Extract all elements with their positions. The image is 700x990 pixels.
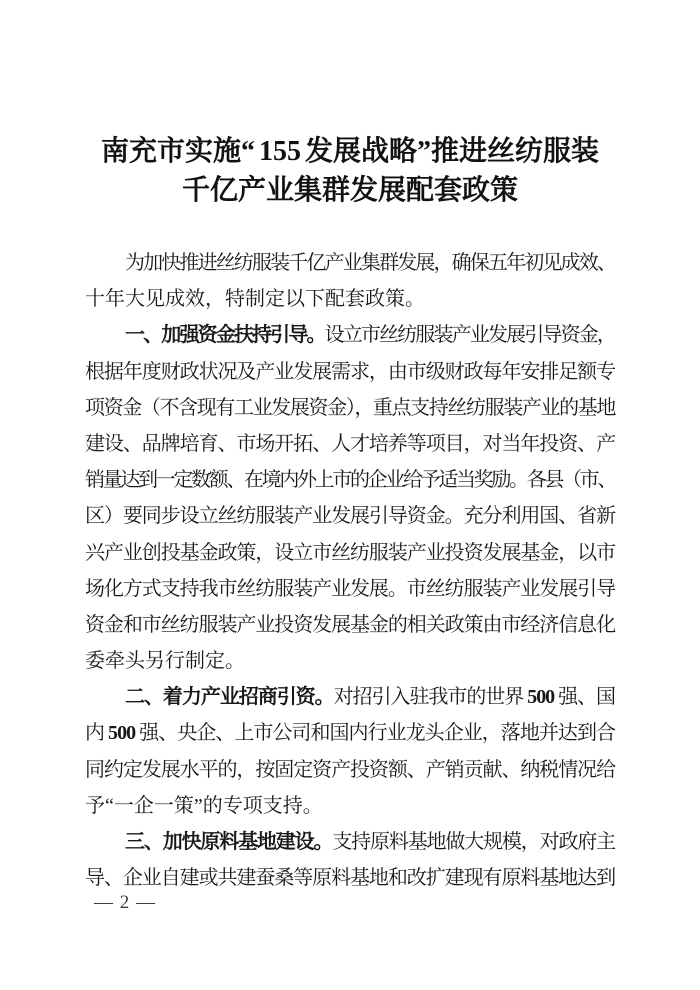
body-line-content xyxy=(85,715,615,751)
body-line xyxy=(85,679,615,715)
body-line-content xyxy=(85,535,615,571)
title-text: 南充市实施“ xyxy=(100,136,255,167)
body-text: 场化方式支持我市丝纺服装产业发展。市丝纺服装产业发展引导 xyxy=(85,577,616,600)
body-text: 建设、品牌培育、市场开拓、人才培养等项目，对当年投资、产 xyxy=(85,432,616,455)
body-text: 委牵头另行制定。 xyxy=(85,650,245,673)
body-line xyxy=(85,426,615,462)
body-line xyxy=(85,317,615,353)
body-line-content xyxy=(85,498,615,534)
body-heading: 一、加强资金扶持引导。 xyxy=(125,324,325,347)
body-line-content xyxy=(125,679,615,715)
body-line-content xyxy=(85,354,615,390)
body-text: 强、国 xyxy=(558,686,616,709)
body-line-content xyxy=(85,390,615,426)
document-title xyxy=(0,132,700,210)
body-text: 根据年度财政状况及产业发展需求，由市级财政每年安排足额专 xyxy=(85,360,616,383)
body-line xyxy=(85,860,615,896)
body-line xyxy=(85,643,615,679)
body-text: 区）要同步设立丝纺服装产业发展引导资金。充分利用国、省新 xyxy=(85,505,616,528)
body-line xyxy=(85,715,615,751)
body-line xyxy=(85,281,615,317)
body-line-content xyxy=(125,245,615,281)
body-line xyxy=(85,824,615,860)
title-line xyxy=(0,132,700,171)
body-text: 设立市丝纺服装产业发展引导资金， xyxy=(324,324,616,347)
body-line xyxy=(85,498,615,534)
body-text: 资金和市丝纺服装产业投资发展基金的相关政策由市经济信息化 xyxy=(85,613,616,636)
body-heading: 二、着力产业招商引资。 xyxy=(125,686,334,709)
body-number: 500 xyxy=(108,722,136,745)
document-body xyxy=(85,245,615,896)
body-text: 兴产业创投基金政策，设立市丝纺服装产业投资发展基金，以市 xyxy=(85,541,616,564)
body-text: 对招引入驻我市的世界 xyxy=(333,686,524,709)
body-line xyxy=(85,752,615,788)
body-line xyxy=(85,535,615,571)
body-text: 内 xyxy=(85,722,105,745)
body-line xyxy=(85,571,615,607)
body-text: 导、企业自建或共建蚕桑等原料基地和改扩建现有原料基地达到 xyxy=(85,867,616,890)
body-line-content xyxy=(85,788,323,824)
title-text: 发展战略”推进丝纺服装 xyxy=(305,136,600,167)
body-text: 十年大见成效，特制定以下配套政策。 xyxy=(85,288,425,311)
body-line-content xyxy=(125,824,615,860)
title-number: 155 xyxy=(259,136,301,167)
body-line-content xyxy=(85,462,615,498)
body-text: 项资金（不含现有工业发展资金），重点支持丝纺服装产业的基地 xyxy=(85,396,616,419)
body-line-content xyxy=(85,281,425,317)
body-line xyxy=(85,788,615,824)
body-line-content xyxy=(85,643,245,679)
body-line-content xyxy=(85,607,615,643)
body-text: 同约定发展水平的，按固定资产投资额、产销贡献、纳税情况给 xyxy=(85,758,616,781)
body-line-content xyxy=(85,860,615,896)
body-line-content xyxy=(85,426,615,462)
page-number: — 2 — xyxy=(94,892,156,913)
body-line xyxy=(85,462,615,498)
body-line-content xyxy=(85,752,615,788)
body-line xyxy=(85,607,615,643)
body-heading: 三、加快原料基地建设。 xyxy=(125,831,333,853)
title-text: 千亿产业集群发展配套政策 xyxy=(181,175,518,206)
body-text: 销量达到一定数额、在境内外上市的企业给予适当奖励。各县（市、 xyxy=(85,469,616,492)
body-line xyxy=(85,245,615,281)
body-line-content xyxy=(85,571,615,607)
body-line-content xyxy=(125,317,615,353)
body-line xyxy=(85,390,615,426)
body-text: 强、央企、上市公司和国内行业龙头企业，落地并达到合 xyxy=(139,722,616,745)
body-number: 500 xyxy=(527,686,555,709)
body-line xyxy=(85,354,615,390)
title-line xyxy=(0,171,700,210)
body-text: 为加快推进丝纺服装千亿产业集群发展，确保五年初见成效、 xyxy=(125,252,615,274)
body-text: 予“一企一策”的专项支持。 xyxy=(85,794,323,817)
body-text: 支持原料基地做大规模，对政府主 xyxy=(332,831,616,853)
